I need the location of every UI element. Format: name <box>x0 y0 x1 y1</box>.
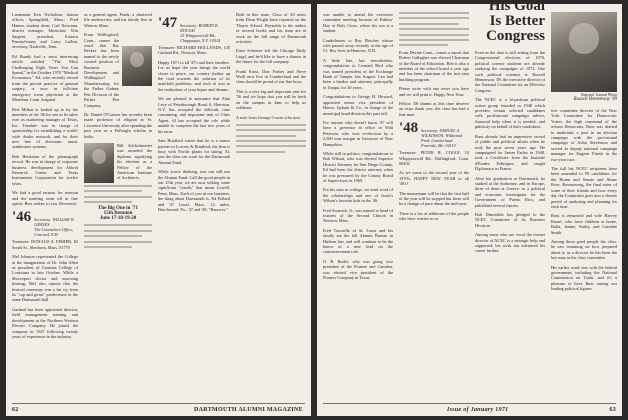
paragraph: For his sons in college, we send word of the scholarships and one of Irwin's Wilson's favorite kids in the '46. <box>323 187 393 204</box>
portrait-photo <box>122 46 152 86</box>
page-number: 63 <box>609 407 616 413</box>
paragraph: As we come to the second year of the 1970's, HAPPY NEW YEAR to all '48's! <box>399 170 469 187</box>
right-column-2 <box>399 12 469 398</box>
paragraph: Garland has been appointed director, field management training and development at the Northern Western Electric Company. He joined the company in 1947 following twenty years of experience in the industry. <box>12 306 78 339</box>
paragraph: Bob Heckman of the phonograph record. He was in charge of corporate business development for Abbott Research Center and Texas Instruments Corporation for twelve years. <box>12 153 78 186</box>
paragraph: Treasurer: RICHARD HOLLANDS, 145 Garland Rd., Newton, Mass. <box>158 45 230 56</box>
paragraph: Bert Milton is looked up to by the members of the '46 for one as he takes over as marketing manager of Texas, Inc. Teesdale was in charge of sponsorship for establishing a world-wide dealer network, and for their new line of electronic music synthesizer systems. <box>12 106 78 150</box>
paragraph: Congratulations to George H. Howard, appointed senior vice president of Harris, Uphain & Co., in charge of the municipal bond division this past fall. <box>323 94 393 116</box>
paragraph: Fellow '48 alumni at this time deserve an extra thank you; the class has had a fine time. <box>399 100 469 117</box>
class-heading-48 <box>399 121 469 148</box>
class-secretary: Secretary: WILLIAM W. GRAVES The Counselors Office, Concord, N.H. <box>34 217 75 238</box>
featured-portrait-photo <box>551 12 617 92</box>
paragraph: Ed Bundy had a most interesting article entitled "The Most Challenging Eight Years You Can Spend," in the October 1970 "Medical Economics." Ed, who recently retired from the private practice of general surgery, is now in full-time emergency room physician at the Meridian, Conn. hospital. <box>12 53 78 103</box>
magazine-title: DARTMOUTH ALUMNI MAGAZINE <box>194 407 303 413</box>
paragraph: was unable to attend the executive committee meeting because of Fathers' Day at Holy Cross, where his son is a student. <box>323 12 393 34</box>
class-secretary: Secretary: ROBERT K. ROUGH 25 Whippoorwill Rd., Chappaqua, N.Y. 10514 <box>180 23 221 43</box>
issue-date: Issue of January 1971 <box>447 407 509 413</box>
right-column-4 <box>551 12 617 398</box>
class-year: '46 <box>12 209 32 226</box>
paragraph: Even as the dust is still setting from the Congressional elections of 1970, political science students are already studying the campaigns of 1972. One such political scientist is Russell Hemenway '49, the executive director of the National Committee for an Effective Congress. <box>475 50 545 93</box>
portrait-photo <box>84 143 114 183</box>
right-page <box>317 0 622 416</box>
paragraph: Mel Johnson represented the College at the inauguration of Dr. John Allen as president of Canisius College of Louisiana in late October. While a Shreveport doctor and assessing hearing, Mel also reports that the festival ceremony was a far cry from its "cap and gown" predecessor in the same Dartmouth hall. <box>12 254 78 303</box>
article-headline: His Goal Is Better Congress <box>486 0 545 44</box>
paragraph: Lieutenant Ken Nicholson, liaison officer, Springfield, Mass.; Fred Hamm, student dean; Carl Newman, district manager, Montclair; Win Sargent, president, Eastern Pennsylvania; and Larry Lufkin, secretary, Nashville, Tenn. <box>12 12 78 50</box>
paragraph: Dr. Daniel O'Connor has recently been made professor of religion at St. Lawrence University after spending the past year as a Fulbright scholar in India. <box>84 111 153 139</box>
class-year: '47 <box>158 15 178 31</box>
paragraph: Sam Bradford writes that he is a senior partner in Lowrey & Bradford, the firm is busy with Nordic plants for skiing. Al, you the class can work for the Dartmouth Alumni Fund. <box>158 138 230 165</box>
paragraph: Bob Dinwiddie has pledged to the NCEC Committee of its Business Division. <box>475 211 545 228</box>
paragraph: Frank Ernst, Don Forbes and Steve Weill now live in Cumberland and the class should be proud of our fine boys. <box>236 68 306 85</box>
paragraph: A note from George Crozes who now <box>236 114 301 120</box>
paragraph: For anyone who doesn't know '47 will have a governor in office in Walt Peterson, who won re-election by a 2,500 vote margin as Governor of New Hampshire. <box>323 119 393 147</box>
paragraph: From Wallingford, Conn., comes the word that Bar Becker has been named to the newly created position of Business Development and Wallingford Manufacturing for the Parker Gidney Pen Division of the Parker Pen Company. <box>84 32 119 108</box>
paragraph: Treasurer: DONALD S. FISHER, 82 South St., Sherborn, Mass. 01770 <box>12 239 78 250</box>
class-year: '48 <box>399 120 419 137</box>
paragraph: His earlier work was with the federal government, including the National Commission on Trade, and it's a pleasure to have Russ among our leading political figures. <box>551 264 617 292</box>
paragraph: Fred Swanick, Jr., was named to head of trustees of the Second Church in Newton, Mass. <box>323 207 393 224</box>
photo-caption: Russell Hemenway '49 <box>573 97 617 102</box>
reunion-announcement: The Big One in '71 15th Reunion June 17-18-19-20 <box>97 206 138 222</box>
left-column-2 <box>84 12 152 398</box>
footer-rule <box>12 403 305 404</box>
photo-credit: National Journal Photo <box>580 93 617 97</box>
paragraph: The momentum will be that the first half of the year will be stopped but there will be a change of pace about the mid-year. <box>399 190 469 207</box>
right-column-1 <box>323 12 393 398</box>
paragraph: We are pleased to announce that Alan Levy of Peterborough Road, 6, Harrison, N.Y. has accepted the difficult, time consuming, and important task of Class Agent. Al has accepted the role while unable to complete the last two years of his term. <box>158 96 230 134</box>
class-heading-46 <box>12 210 78 237</box>
paragraph: tive committee director of the New York Committee for Democratic Voters, the high command of the reform Democrats, Russ was drafted to undertake a post in an election campaign with the provisional campaign of Adlai Stevenson and served as deputy national campaign manager for Eugene Finish in the two-year race. <box>551 108 617 162</box>
paragraph: We had a good turnout for reunion and the meeting went off in fine spirits. Best wishes to you, Reverend. <box>12 190 78 206</box>
paragraph: Bill Schlichtmeier was awarded the diploma signifying his election as a Fellow of the American Institute of Architects. <box>117 142 152 181</box>
paragraph: Please write with any news you have and we will print it. Happy New Year. <box>399 86 469 97</box>
paragraph: Russ already had an impressive record of public and political affairs when he took the post seven years ago. He campaigned for James Farley in 1948, took a Certificate from the Institute d'Etudes Politiques, and taught Diplomacy in France. <box>475 133 545 172</box>
paragraph: After his graduation at Dartmouth, he studied at the Sorbonne, and in Europe, three of them at Greece, as a political and economic investigator for the Government of Puerto Rico, and published several reports. <box>475 175 545 208</box>
paragraph: The NCEC is a bi-partisan political action group founded in 1948 which provides certain selected candidates with professional campaign advice, financial help when it is needed, and publicity on behalf of their candidates. <box>475 97 545 130</box>
paragraph: From Devine Conn., comes a report that Robert Gallagher was elected Chairman of the Board of Education. Bob is also a member of the school board a year ago and has been chairman of the two-year building program. <box>399 49 469 82</box>
paragraph: There is a list of addresses of the people who have written to us. <box>399 210 469 222</box>
paragraph: Among those good people the class, he saw trimming on how prepared about it; as a director he has been the key man in the class committee. <box>551 238 617 261</box>
footer-rule <box>323 403 616 404</box>
paragraph: Fred Tousselle of St. Louis and his family are the fall Alumni Bureau in Hudson last, and will continue to be the honor of a new lead on the commencement role. <box>323 227 393 255</box>
paragraph: This is a very big and important year for '56 and we hope that you will be back on the campus in June to help us celebrate. <box>236 88 306 111</box>
left-page <box>6 4 311 416</box>
paragraph: Treasurer: PETER R. COGGI, 10 Whippoorwill Rd., Wallingford, Conn. 06492 <box>399 150 469 167</box>
paragraph: Among some who are vocal the former director of NCEC is a strategic help and supported; his work has advanced his career further. <box>475 232 545 254</box>
text-lines <box>84 224 152 248</box>
paragraph: Both in this issue, Class of '49 notes from Dean Wright have reported on the Thayer School. Reynolds is the author of several books and his team are at work on the full range of Dartmouth activities. <box>236 12 306 45</box>
paragraph: as a general agent. Frank, a chartered life underwriter, and his family live in Weston, Mass. <box>84 12 152 28</box>
left-column-3 <box>158 12 230 398</box>
paragraph: The full list NCEC recipients have been amended to 99 candidates for the House and Senate and Abner Rose, Rosenzweig, the final sister of some of their friends and how every day the Committee goes into a shorter period of analyzing and planning for each time. <box>551 166 617 209</box>
paragraph: Condolences to Ray Fletcher whose wife passed away recently at the age of 51. Ray lives in Hanover, N.H. <box>323 37 393 54</box>
class-secretary: Secretary: SAMUEL A. WILKINSON, Wildwood Park, Cumberland Foreside, Me. 04110 <box>421 128 463 149</box>
paragraph: Happy 1971 to all '47's and their families. Let us hope the year brings the world closer to peace, our country further up the road towards the solution of its manifold problems, and each of you to the realization of your hopes and dreams. <box>158 59 230 92</box>
class-heading-47 <box>158 16 230 43</box>
paragraph: Russ is remarried and wife Harvey Knauf, who have children at home, Bulla, Janine, Kathy, and Caroline Smith. <box>551 213 617 235</box>
paragraph: O. R. Butler, who was going vice president of the Pioneer and Camden, was elected vice president of the Pioneer Company in Texas. <box>323 258 393 281</box>
right-column-3 <box>475 0 545 398</box>
paragraph: A little late, but nevertheless, congratulations to Leonard Bird who was named president of the Exchange Bank of Tamper last August. Len had been a banker and attorney, principally in Tampa, for 20 years. <box>323 57 393 90</box>
text-lines <box>399 12 469 46</box>
page-number: 62 <box>12 407 19 413</box>
text-lines <box>236 124 306 153</box>
left-column-1 <box>12 12 78 398</box>
paragraph: While still in politics, congratulations to Bob Wilson, who was elected Superior District Attorney for San Diego County. Ed had been the district attorney when he was pressured by the County Board of Supervisors in 1969. <box>323 150 393 183</box>
paragraph: Ernst Scheerer left the Chicago Daily Legal, and he'd like to have a chance in the future for the full company. <box>236 48 306 65</box>
left-column-4 <box>236 12 306 398</box>
text-lines <box>84 185 152 203</box>
paragraph: While you're thinking, you can still use the Alumni Fund. Call the good people in our 25th year, we are now talking some significant "results" that mean Lowell, Penn, Mass. Each of you in our business, the thing about Dartmouth is. Ed Pollard and '47 Laval, Mass., 12 miles, Beechwood, Pa., '47 and '49, "Hanover." <box>158 169 230 212</box>
